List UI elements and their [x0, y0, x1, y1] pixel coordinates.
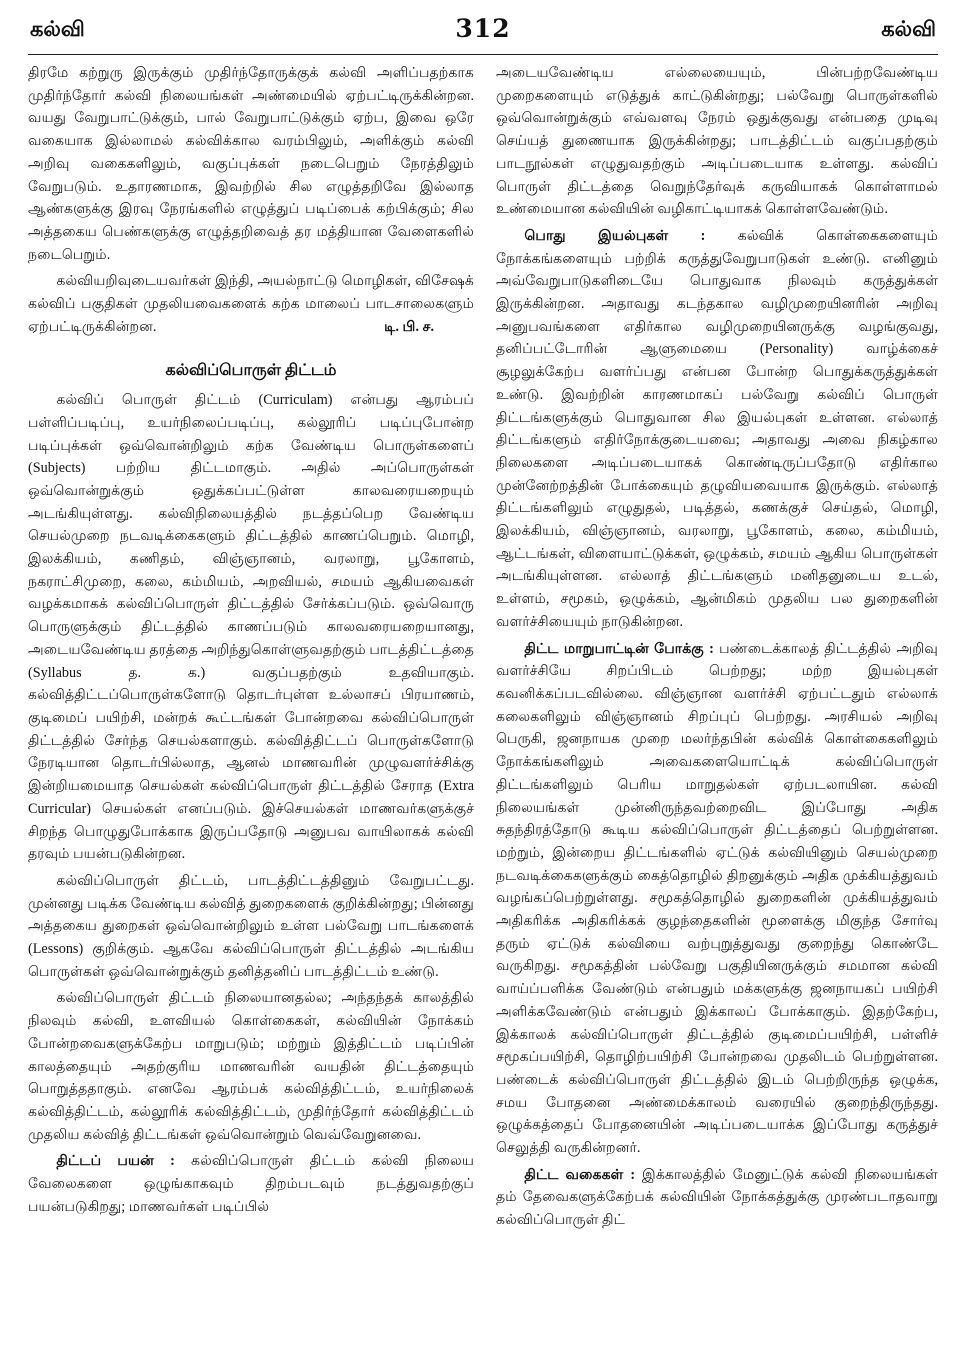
paragraph-trend-text: பண்டைக்காலத் திட்டத்தில் அறிவு வளர்ச்சியே சிறப்பிடம் பெற்றது; மற்ற இயல்புகள் கவனிக்கப்படவில்லை. விஞ்ஞான வளர்ச்சி ஏற்பட்டதும் எல்லாக் கலைகளிலும் விஞ்ஞானம் சிறப்புப் பெற்றது. அரசியல் அறிவு பெருகி, ஜனநாயக முறை மலர்ந்தபின் கல்விக் கொள்கைகளிலும் நோக்கங்களிலும் அவைகளையொட்டிக் கல்விப்பொருள் திட்டங்களிலும் பெரிய மாறுதல்கள் ஏற்படலாயின. கல்வி நிலையங்கள் முன்னிருந்தவற்றைவிட இப்போது அதிக சுதந்திரத்தோடு கூடிய கல்விப்பொருள் திட்டத்தைப் பெற்றுள்ளன. மற்றும், இன்றைய திட்டங்களில் ஏட்டுக் கல்வியினும் செயல்முறை நடவடிக்கைகளுக்கும் கைத்தொழில் திறனுக்கும் அதிக முக்கியத்துவம் வழங்கப்பெற்றுள்ளது. சமூகத்தொழில் துறைகளின் முக்கியத்துவம் அதிகரிக்க அதிகரிக்கக் குழந்தைகளின் மூளைக்கு மிகுந்த சோர்வு தரும் ஏட்டுக் கல்வியை வற்புறுத்துவது குறைந்து கொண்டே வருகிறது. சமூகத்தின் பல்வேறு பகுதியினருக்கும் சமமான கல்வி வாய்ப்பளிக்க வேண்டும் என்பதும் மக்களுக்கு ஜனநாயகப் பயிற்சி அளிக்கவேண்டும் என்பதும் இக்காலப் போக்காகும். இதற்கேற்ப, இக்காலக் கல்விப்பொருள் திட்டத்தில் குடிமைப்பயிற்சி, பள்ளிச் சமூகப்பயிற்சி, தொழிற்பயிற்சி போன்றவை முதலிடம் பெற்றுள்ளன. பண்டைக் கல்விப்பொருள் திட்டத்தில் இடம் பெற்றிருந்த ஒழுக்க, சமய போதனை அண்மைக்காலம் வரையில் குறைந்திருந்தது. ஒழுக்கத்தைப் போதனையின் அடிப்படையாக்க இப்போது கருத்துச் செலுத்தி வருகின்றனர்.	[496, 640, 938, 1157]
page-number: 312	[455, 14, 511, 43]
page-header	[28, 14, 938, 55]
right-column	[496, 62, 938, 1357]
paragraph-common-features-text: கல்விக் கொள்கைகளையும் நோக்கங்களையும் பற்றிக் கருத்துவேறுபாடுகள் உண்டு. எனினும் அவ்வேறுபாடுகளிடையே பொதுவாக நிலவும் கருத்துக்கள் இருக்கின்றன. அதாவது கடந்தகால வழிமுறையினரின் அறிவு அனுபவங்களை எதிர்கால வழிமுறையினருக்கு வழங்குவது, தனிப்பட்டோரின் ஆளுமையை (Personality) வாழ்க்கைச் சூழலுக்கேற்ப வளர்ப்பது என்பன போன்ற பொதுக்கருத்துக்கள் உண்டு. இவற்றின் காரணமாகப் பல்வேறு கல்விப் பொருள் திட்டங்களுக்கும் பொதுவான சில இயல்புகள் உள்ளன. எல்லாத் திட்டங்களும் எதிர்நோக்குடையவை; அதாவது அவை நிகழ்கால நிலைகளை அடிப்படையாகக் கொண்டிருப்பதோடு எதிர்கால முன்னேற்றத்தின் போக்கையும் தழுவியவையாக இருக்கும். எல்லாத் திட்டங்களிலும் எழுதுதல், படித்தல், கணக்குச் செய்தல், மொழி, இலக்கியம், விஞ்ஞானம், வரலாறு, பூகோளம், கலை, கம்மியம், ஆட்டங்கள், விளையாட்டுக்கள், ஒழுக்கம், சமயம் ஆகிய பொருள்கள் அடங்கியுள்ளன. எல்லாத் திட்டங்களும் மனிதனுடைய உடல், உள்ளம், சமூகம், ஒழுக்கம், ஆன்மிகம் முதலிய பல துறைகளின் வளர்ச்சியையும் நாடுகின்றன.	[496, 227, 938, 630]
text-columns	[28, 62, 938, 1357]
paragraph-curriculum-types	[496, 1164, 938, 1232]
paragraph-use-text: கல்விப்பொருள் திட்டம் கல்வி நிலைய வேலைகளை ஒழுங்காகவும் திறம்படவும் நடத்துவதற்குப் பயன்படுகிறது; மாணவர்கள் படிப்பில்	[28, 1153, 474, 1215]
subheading-trend-of-change: திட்ட மாறுபாட்டின் போக்கு :	[524, 640, 714, 657]
subheading-use: திட்டப் பயன் :	[56, 1153, 175, 1170]
paragraph-curriculum-definition: கல்விப் பொருள் திட்டம் (Curriculam) என்பது ஆரம்பப் பள்ளிப்படிப்பு, உயர்நிலைப்படிப்பு, கல்லூரிப் படிப்புபோன்ற படிப்புக்கள் ஒவ்வொன்றிலும் கற்க வேண்டிய பொருள்களைப் (Subjects) பற்றிய திட்டமாகும். அதில் அப்பொருள்கள் ஒவ்வொன்றுக்கும் ஒதுக்கப்பட்டுள்ள காலவரையறையும் அடங்கியுள்ளது. கல்விநிலையத்தில் நடத்தப்பெற வேண்டிய செயல்முறை நடவடிக்கைகளும் திட்டத்தில் காணப்பெறும். மொழி, இலக்கியம், கணிதம், விஞ்ஞானம், வரலாறு, பூகோளம், நகராட்சிமுறை, கலை, கம்மியம், அறவியல், சமயம் ஆகியவைகள் வழக்கமாகக் கல்விப்பொருள் திட்டத்தில் சேர்க்கப்படும். ஒவ்வொரு பொருளுக்கும் திட்டத்தில் காணப்படும் காலவரையறையானது, அடையவேண்டிய தரத்தை அறிந்துகொள்ளுவதற்கும் பாடத்திட்டத்தை (Syllabus த. க.) வகுப்பதற்கும் உதவியாகும். கல்வித்திட்டப்பொருள்களோடு தொடர்புள்ள உல்லாசப் பிரயாணம், குடிமைப் பயிற்சி, மன்றக் கூட்டங்கள் போன்றவை கல்விப்பொருள் திட்டத்தில் சேர்ந்த செயல்களாகும். கல்வித்திட்டப் பொருள்களோடு நேரடியான தொடர்பில்லாத, ஆனல் மாணவரின் முழுவளர்ச்சிக்கு இன்றியமையாத செயல்கள் கல்விப்பொருள் திட்டத்தில் சேராத (Extra Curricular) செயல்கள் எனப்படும். இச்செயல்கள் மாணவர்களுக்குச் சிறந்த பொழுதுபோக்காக இருப்பதோடு அனுபவ வாயிலாகக் கல்வி தரவும் பயன்படுகின்றன.	[28, 392, 474, 863]
left-column	[28, 62, 474, 1357]
running-head-left: கல்வி	[30, 16, 85, 41]
paragraph-evening-schools: கல்வியறிவுடையவர்கள் இந்தி, அயல்நாட்டு மொழிகள், விசேஷக் கல்விப் பகுதிகள் முதலியவைகளைக் கற்க மாலைப் பாடசாலைகளும் ஏற்பட்டிருக்கின்றன.	[28, 273, 474, 335]
paragraph-common-features	[496, 225, 938, 634]
running-head-right: கல்வி	[881, 16, 936, 41]
subheading-common-features: பொது இயல்புகள் :	[524, 227, 706, 244]
paragraph-use-continued: அடையவேண்டிய எல்லையையும், பின்பற்றவேண்டிய முறைகளையும் எடுத்துக் காட்டுகின்றது; பல்வேறு பொருள்களில் ஒவ்வொன்றுக்கும் எவ்வளவு நேரம் ஒதுக்குவது என்பதை முடிவு செய்யத் துணையாக இருக்கின்றது; பாடத்திட்டம் வகுப்பதற்கும் பாடநூல்கள் எழுதுவதற்கும் அடிப்படையாக உள்ளது. கல்விப் பொருள் திட்டத்தை வெறுந்தேர்வுக் கருவியாகக் கொள்ளாமல் உண்மையான கல்வியின் வழிகாட்டியாகக் கொள்ளவேண்டும்.	[496, 65, 938, 218]
author-signature: டி. பி. ச.	[384, 319, 434, 336]
subheading-curriculum-types: திட்ட வகைகள் :	[524, 1166, 636, 1183]
paragraph-types-text: இக்காலத்தில் மேனுட்டுக் கல்வி நிலையங்கள் தம் தேவைகளுக்கேற்பக் கல்வியின் நோக்கத்துக்கு முரண்படாதவாறு கல்விப்பொருள் திட்	[496, 1166, 938, 1229]
paragraph-curriculum-use	[28, 1150, 474, 1218]
section-title: கல்விப்பொருள் திட்டம்	[165, 362, 337, 380]
paragraph-curriculum-change: கல்விப்பொருள் திட்டம் நிலையானதல்ல; அந்தந்தக் காலத்தில் நிலவும் கல்வி, உளவியல் கொள்கைகள், கல்வியின் நோக்கம் போன்றவைகளுக்கேற்ப மாறுபடும்; மற்றும் இத்திட்டம் படிப்பின் காலத்தையும் அதற்குரிய மாணவரின் வயதின் திட்டத்தையும் பொறுத்ததாகும். எனவே ஆரம்பக் கல்வித்திட்டம், உயர்நிலைக் கல்வித்திட்டம், கல்லூரிக் கல்வித்திட்டம், முதிர்ந்தோர் கல்வித்திட்டம் முதலிய கல்வித் திட்டங்கள் ஒவ்வொன்றும் வெவ்வேறுனவை.	[28, 990, 474, 1143]
paragraph-curriculum-vs-syllabus: கல்விப்பொருள் திட்டம், பாடத்திட்டத்தினும் வேறுபட்டது. முன்னது படிக்க வேண்டிய கல்வித் துறைகளைக் குறிக்கின்றது; பின்னது அத்தகைய துறைகள் ஒவ்வொன்றிலும் உள்ள பல்வேறு பாடங்களைக் (Lessons) குறிக்கும். ஆகவே கல்விப்பொருள் திட்டத்தில் அடங்கிய பொருள்கள் ஒவ்வொன்றுக்கும் தனித்தனிப் பாடத்திட்டம் உண்டு.	[28, 872, 474, 980]
paragraph-adult-education: திரமே கற்றுரு இருக்கும் முதிர்ந்தோருக்குக் கல்வி அளிப்பதற்காக முதிர்ந்தோர் கல்வி நிலையங்கள் அண்மையில் ஏற்பட்டிருக்கின்றன. வயது வேறுபாட்டுக்கும், பால் வேறுபாட்டுக்கும் ஏற்ப, இவை ஒரே வகையாக இல்லாமல் கல்விக்கால வரம்பிலும், அளிக்கும் கல்வி அறிவு வகைகளிலும், வகுப்புக்கள் நடைபெறும் நேரத்திலும் வேறுபடும். உதாரணமாக, இவற்றில் சில எழுத்தறிவே இல்லாத ஆண்களுக்கு இரவு நேரங்களில் எழுத்துப் படிப்பைக் கற்பிக்கும்; சில அத்தகைய பெண்களுக்கு எழுத்தறிவைத் தர மத்தியான வேளைகளில் நடைபெறும்.	[28, 65, 474, 263]
paragraph-trend-of-change	[496, 638, 938, 1160]
